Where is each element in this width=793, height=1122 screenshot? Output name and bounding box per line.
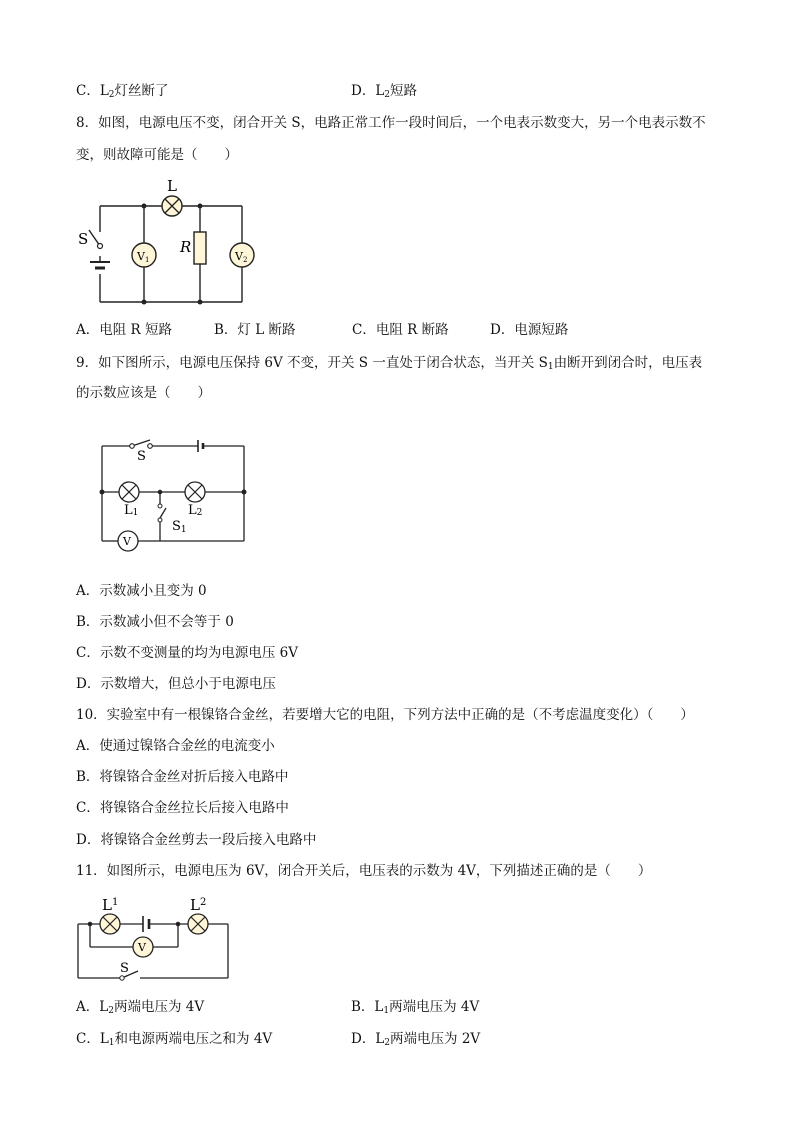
q9-option-a: A．示数减小且变为 0 <box>76 583 207 599</box>
q8-option-c: C．电阻 R 断路 <box>352 322 449 338</box>
q9-label-S1: S1 <box>172 519 187 535</box>
q9-label-L1: L1 <box>124 503 139 518</box>
q10-stem: 10．实验室中有一根镍铬合金丝，若要增大它的电阻，下列方法中正确的是（不考虑温度变化）（ ） <box>76 707 694 723</box>
q10-option-b: B．将镍铬合金丝对折后接入电路中 <box>76 769 289 785</box>
q9-option-c: C．示数不变测量的均为电源电压 6V <box>76 645 298 661</box>
q8-label-V1: V1 <box>137 250 150 264</box>
q11-option-c: C．$L_1$和电源两端电压之和为 4V <box>76 1031 273 1048</box>
q9-label-S: S <box>137 449 146 464</box>
q8-stem-line1: 8．如图，电源电压不变，闭合开关 S，电路正常工作一段时间后，一个电表示数变大，另一个电表示数不 <box>76 115 706 131</box>
q8-label-V2: V2 <box>235 250 248 264</box>
q7-option-c: C．$L_2$灯丝断了 <box>76 83 169 100</box>
q11-lamp-L1-icon <box>100 914 120 934</box>
q9-label-L2: L2 <box>188 503 203 518</box>
q11-label-V: V <box>138 941 146 954</box>
q8-label-R: R <box>180 238 192 256</box>
q8-option-b: B．灯 L 断路 <box>214 322 296 338</box>
q8-label-S: S <box>78 230 89 248</box>
q9-stem-line2: 的示数应该是（ ） <box>76 385 211 401</box>
q11-label-S: S <box>120 961 129 976</box>
q9-option-b: B．示数减小但不会等于 0 <box>76 614 234 630</box>
q11-option-d: D．$L_2$两端电压为 2V <box>351 1031 481 1048</box>
q8-option-d: D．电源短路 <box>490 322 569 338</box>
q7-option-d: D．$L_2$短路 <box>351 83 418 100</box>
q8-option-a: A．电阻 R 短路 <box>76 322 172 338</box>
q9-stem-line1: 9．如下图所示，电源电压保持 6V 不变，开关 S 一直处于闭合状态，当开关 $S_1$由断开到闭合时，电压表 <box>76 355 703 372</box>
q11-stem: 11．如图所示，电源电压为 6V，闭合开关后，电压表的示数为 4V，下列描述正确的是（ ） <box>76 863 652 879</box>
q10-option-c: C．将镍铬合金丝拉长后接入电路中 <box>76 800 289 816</box>
q9-option-d: D．示数增大，但总小于电源电压 <box>76 676 276 692</box>
q9-label-V: V <box>123 535 131 548</box>
q8-label-L: L <box>167 177 177 195</box>
q11-label-L1: $L^1$ <box>102 896 119 914</box>
q8-stem-line2: 变，则故障可能是（ ） <box>76 147 238 163</box>
q11-label-L2: $L^2$ <box>190 896 207 914</box>
q11-option-b: B．$L_1$两端电压为 4V <box>351 999 480 1016</box>
q11-option-a: A．$L_2$两端电压为 4V <box>76 999 205 1016</box>
q11-lamp-L2-icon <box>188 914 208 934</box>
q10-option-d: D．将镍铬合金丝剪去一段后接入电路中 <box>76 832 317 848</box>
q10-option-a: A．使通过镍铬合金丝的电流变小 <box>76 738 275 754</box>
